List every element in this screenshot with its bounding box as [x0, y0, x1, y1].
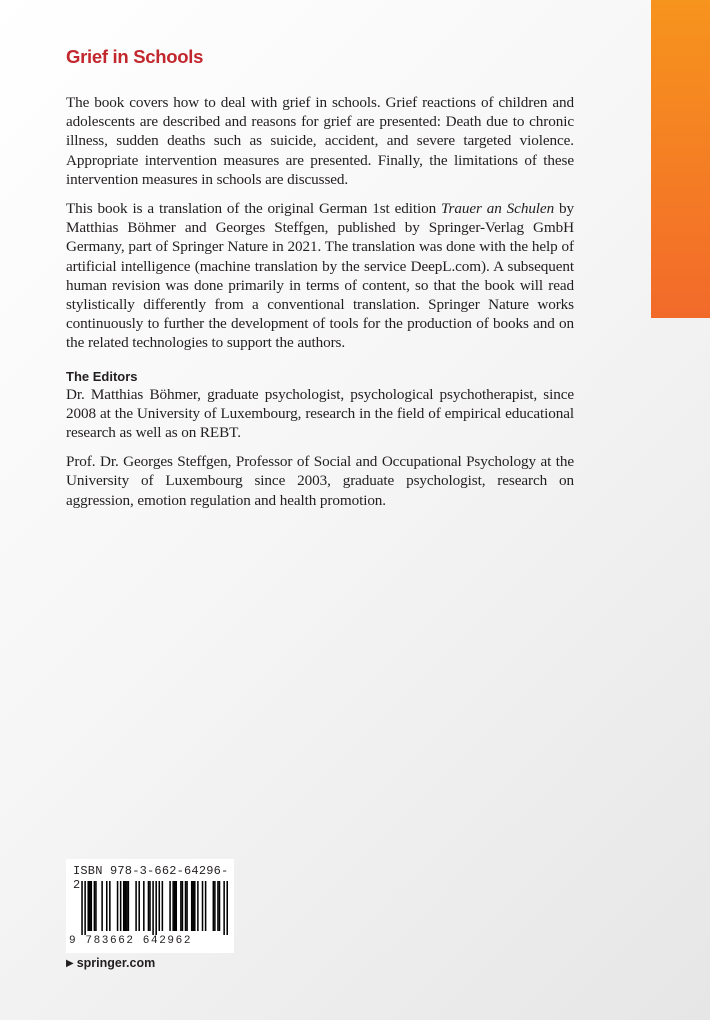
- barcode-bar: [197, 881, 199, 931]
- barcode-bar: [152, 881, 154, 935]
- barcode-bar: [202, 881, 204, 931]
- barcode-bar: [128, 881, 130, 931]
- barcode-bar: [89, 881, 91, 931]
- barcode-bar: [162, 881, 164, 931]
- isbn-barcode-block: [66, 859, 234, 953]
- barcode-bar: [109, 881, 111, 931]
- barcode-image: [72, 881, 228, 935]
- description-paragraph-1: The book covers how to deal with grief in schools. Grief reactions of children and adolescents are described and reasons for grief are presented: Death due to chronic illness, sudden deaths such as suicide, accident, and severe targeted violence. Appropriate intervention measures are presented. Finally, the limitations of these intervention measures in schools are discussed.: [66, 94, 574, 188]
- barcode-bar: [192, 881, 194, 931]
- book-title: Grief in Schools: [66, 46, 204, 67]
- barcode-bar: [219, 881, 221, 931]
- barcode-bar: [149, 881, 151, 931]
- barcode-bar: [213, 881, 215, 931]
- barcode-bar: [87, 881, 89, 931]
- barcode-bar: [84, 881, 86, 935]
- barcode-bar: [158, 881, 160, 931]
- springer-link-text: springer.com: [76, 956, 156, 970]
- barcode-bar: [223, 881, 225, 935]
- barcode-bar: [175, 881, 177, 931]
- barcode-bar: [182, 881, 184, 931]
- barcode-bar: [120, 881, 122, 931]
- paragraph-2-text-end: by Matthias Böhmer and Georges Steffgen, published by Springer-Verlag GmbH Germany, part of Springer Nature in 2021. The translation was done with the help of artificial intelligence (machine translation by the service DeepL.com). A subsequent human revision was done primarily in terms of content, so that the book will read stylistically differently from a conventional translation. Springer Nature works continuously to further the development of tools for the production of books and on the related technologies to support the authors.: [66, 200, 575, 352]
- description-paragraph-2: [66, 199, 574, 353]
- barcode-bar: [94, 881, 96, 931]
- barcode-bar: [174, 881, 176, 931]
- barcode-bar: [123, 881, 125, 931]
- barcode-bar: [101, 881, 103, 931]
- barcode-bar: [214, 881, 216, 931]
- barcode-bar: [95, 881, 97, 931]
- barcode-bar: [135, 881, 137, 931]
- barcode-bar: [191, 881, 193, 931]
- barcode-bar: [91, 881, 93, 931]
- barcode-bar: [143, 881, 145, 931]
- barcode-bar: [226, 881, 228, 935]
- barcode-bar: [217, 881, 219, 931]
- barcode-bar: [138, 881, 140, 931]
- barcode-bar: [185, 881, 187, 931]
- original-title-italic: Trauer an Schulen: [441, 200, 555, 218]
- barcode-bar: [172, 881, 174, 931]
- back-cover-content: [66, 46, 574, 520]
- barcode-bar: [106, 881, 108, 931]
- editors-heading: The Editors: [66, 368, 138, 384]
- editor-bio-2: Prof. Dr. Georges Steffgen, Professor of Social and Occupational Psychology at the University of Luxembourg since 2003, graduate psychologist, research on aggression, emotion regulation and health promotion.: [66, 453, 574, 509]
- barcode-bar: [180, 881, 182, 931]
- barcode-bar: [194, 881, 196, 931]
- isbn-label: ISBN 978-3-662-64296-2: [73, 864, 229, 892]
- barcode-bar: [125, 881, 127, 931]
- barcode-bar: [148, 881, 150, 931]
- barcode-bar: [117, 881, 119, 931]
- triangle-right-icon: ▶: [66, 957, 74, 969]
- barcode-bar: [126, 881, 128, 931]
- barcode-bar: [186, 881, 188, 931]
- springer-website-link[interactable]: [66, 956, 155, 970]
- barcode-bar: [169, 881, 171, 931]
- barcode-bar: [205, 881, 207, 931]
- barcode-bar: [155, 881, 157, 935]
- paragraph-2-text-start: This book is a translation of the original German 1st edition: [66, 200, 442, 218]
- barcode-bar: [81, 881, 83, 935]
- orange-decorative-strip: [651, 0, 710, 318]
- editor-bio-1: Dr. Matthias Böhmer, graduate psychologist, psychological psychotherapist, since 2008 at the University of Luxembourg, research in the field of empirical educational research as well as on REBT.: [66, 385, 574, 442]
- barcode-digits: 9 783662 642962: [69, 935, 193, 947]
